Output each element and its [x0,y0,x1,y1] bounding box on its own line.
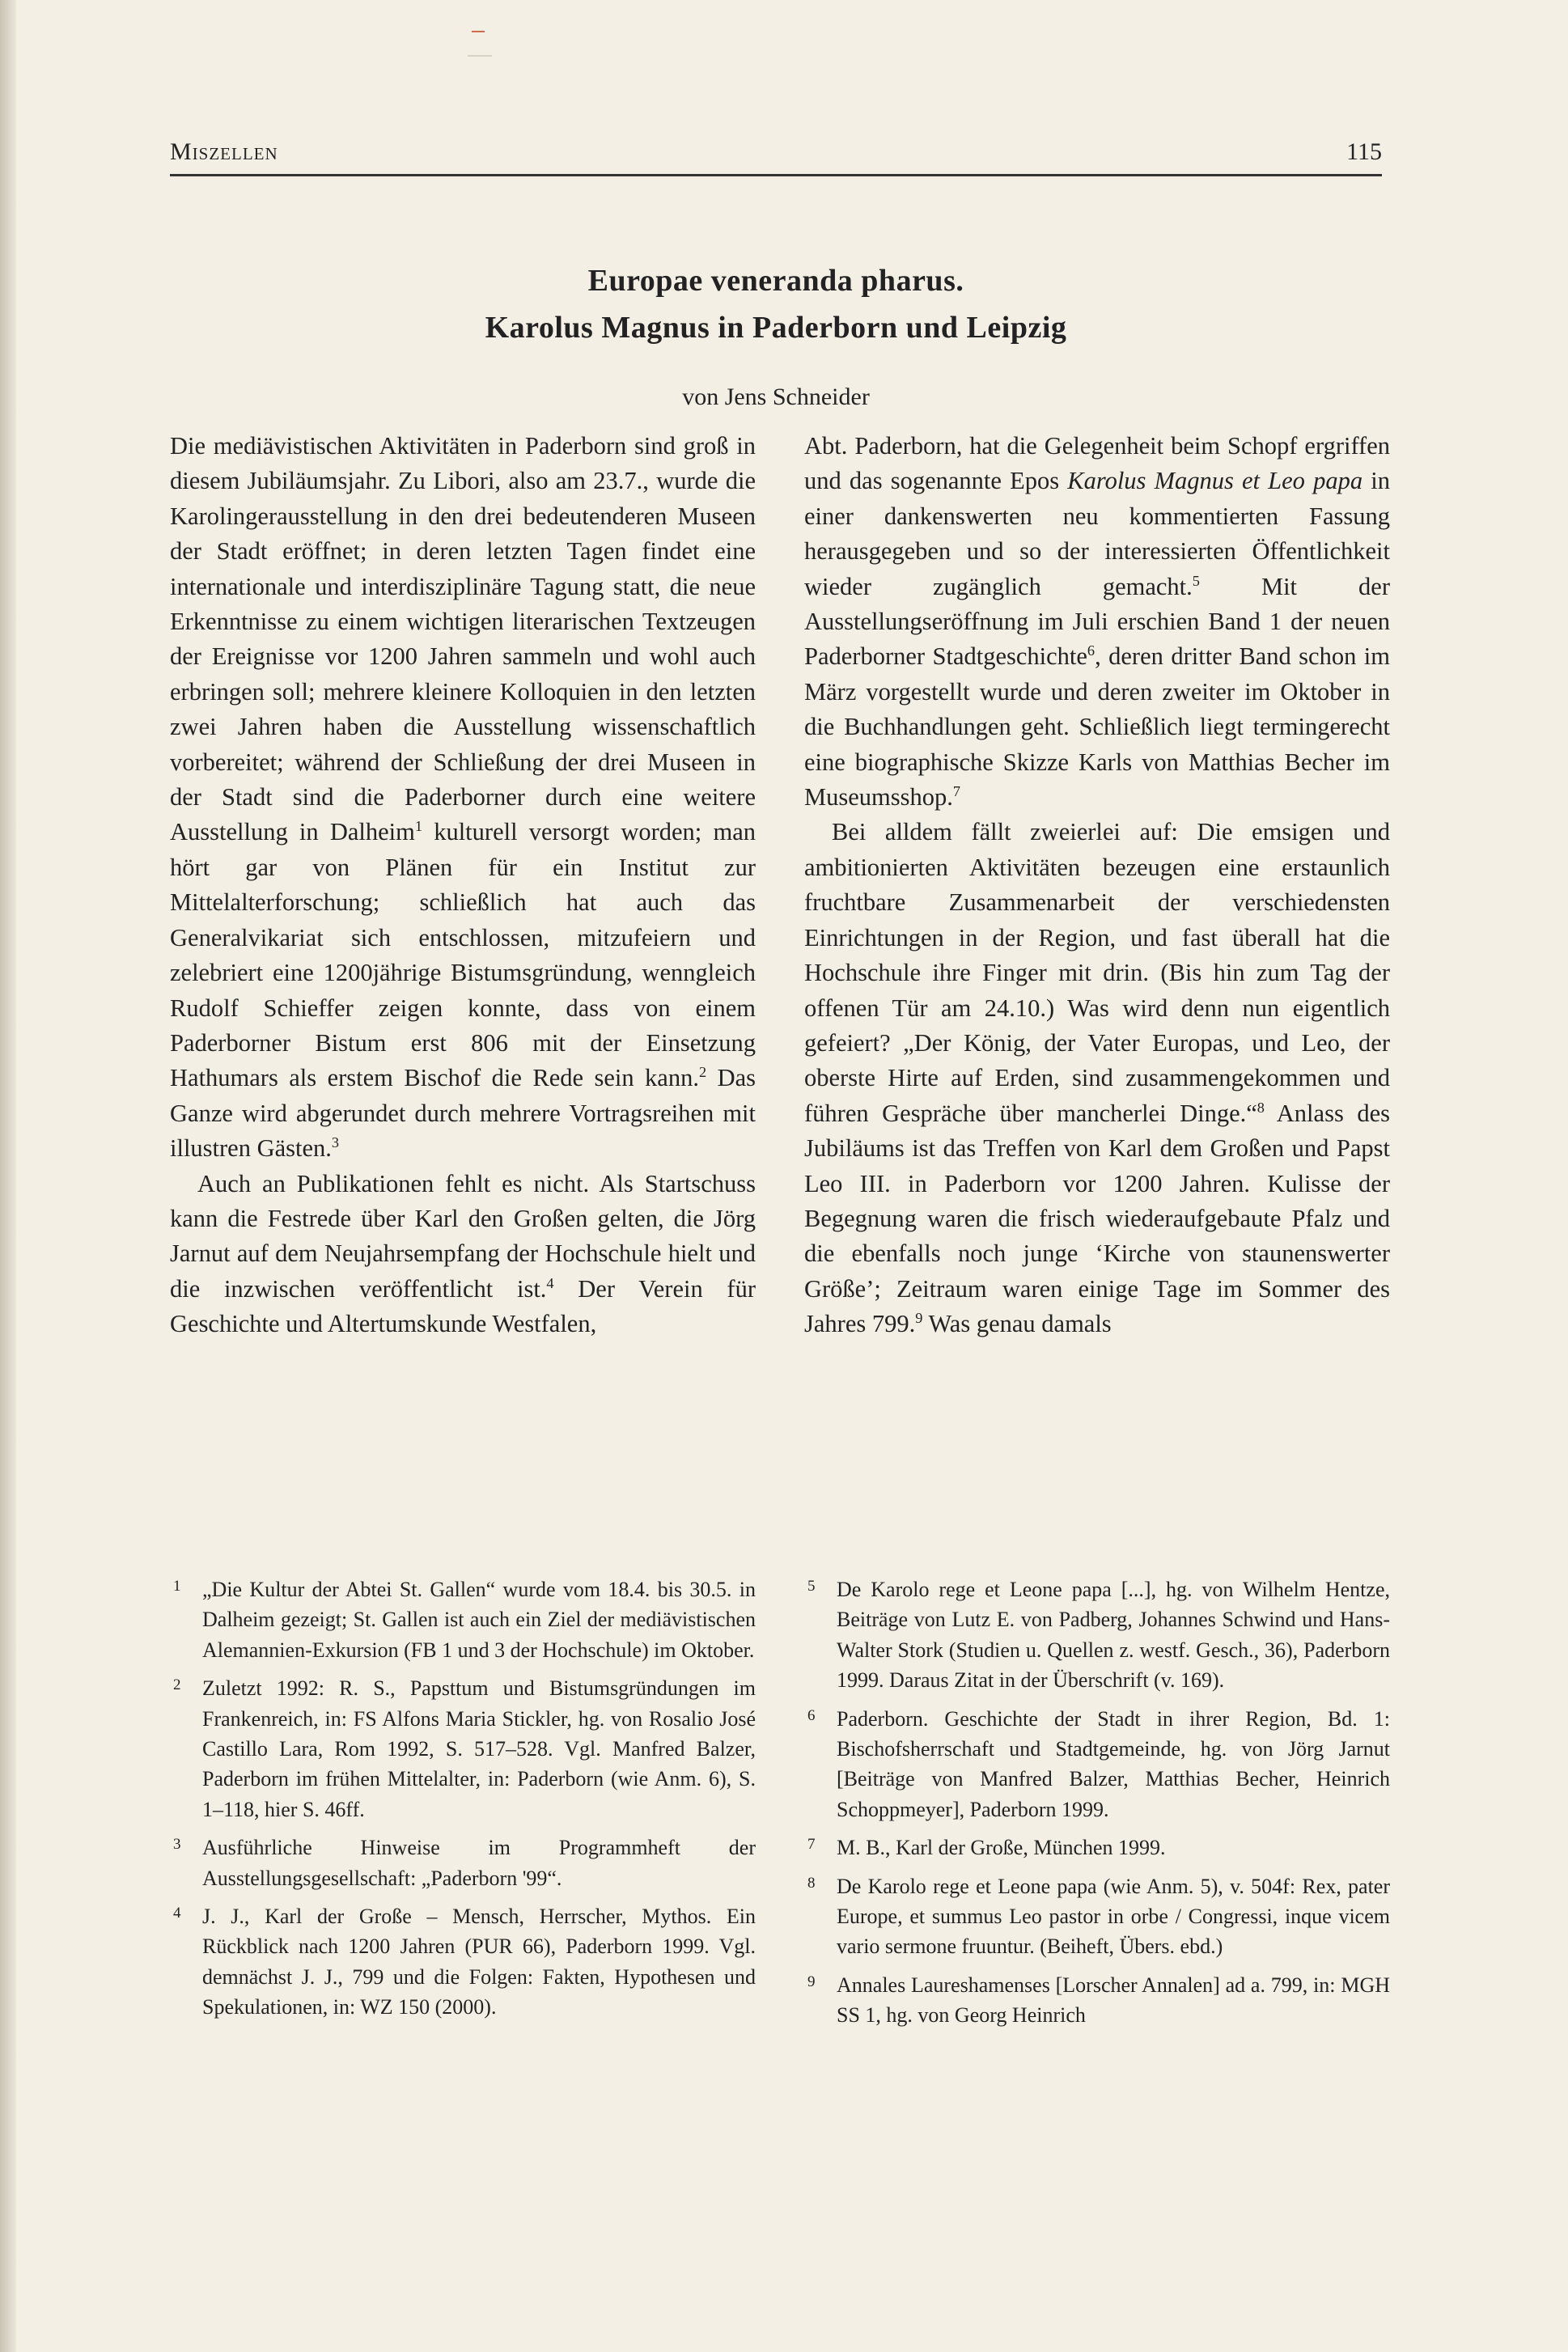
epos-title: Karolus Magnus et Leo papa [1067,467,1363,495]
footnote-ref[interactable]: 4 [546,1274,554,1291]
title-line-2: Karolus Magnus in Paderborn und Leipzig [485,311,1067,345]
footnote: 5 De Karolo rege et Leone papa [...], hg. von Wilhelm Hentze, Beiträge von Lutz E. von Padberg, Johannes Schwind und Hans-Walter Stork (Studien u. Quellen z. westf. Gesch., 36), Paderborn 1999. Daraus Zitat in der Überschrift (v. 169). [807,1578,1390,1693]
footnote-ref[interactable]: 3 [331,1134,340,1151]
paragraph: Auch an Publikationen fehlt es nicht. Als Startschuss kann die Festrede über Karl den Großen gelten, die Jörg Jarnut auf dem Neujahrsempfang der Hochschule hielt und die inzwischen veröffentlicht ist.$^4$ Der Verein für Geschichte und Altertumskunde Westfalen, [170,1169,756,1338]
footnote: 1 „Die Kultur der Abtei St. Gallen“ wurde vom 18.4. bis 30.5. in Dalheim gezeigt; St. Gallen ist auch ein Ziel der mediävistischen Alemannien-Exkursion (FB 1 und 3 der Hochschule) im Oktober. [173,1578,756,1662]
body-column-left [170,429,756,1342]
paragraph: Die mediävistischen Aktivitäten in Paderborn sind groß in diesem Jubiläumsjahr. Zu Libori, also am 23.7., wurde die Karolingerausstellung in den drei bedeutenderen Museen der Stadt eröffnet; in deren letzten Tagen findet eine internationale und interdisziplinäre Tagung statt, die neue Erkenntnisse zu einem wichtigen literarischen Textzeugen der Ereignisse vor 1200 Jahren sammeln und wohl auch erbringen soll; mehrere kleinere Kolloquien in den letzten zwei Jahren haben die Ausstellung wissenschaftlich vorbereitet; während der Schließung der drei Museen in der Stadt sind die Paderborner durch eine weitere Ausstellung in Dalheim$^1$ kulturell versorgt worden; man hört gar von Plänen für ein Institut zur Mittelalterforschung; schließlich hat auch das Generalvikariat sich entschlossen, mitzufeiern und zelebriert eine 1200jährige Bistumsgründung, wenngleich Rudolf Schieffer zeigen konnte, dass von einem Paderborner Bistum erst 806 mit der Einsetzung Hathumars als erstem Bischof die Rede sein kann.$^2$ Das Ganze wird abgerundet durch mehrere Vortragsreihen mit illustren Gästen.$^3$ [170,432,756,1163]
footnote: 6 Paderborn. Geschichte der Stadt in ihrer Region, Bd. 1: Bischofsherrschaft und Stadtgemeinde, hg. von Jörg Jarnut [Beiträge von Manfred Balzer, Matthias Becher, Heinrich Schoppmeyer], Paderborn 1999. [807,1706,1390,1821]
byline: von Jens Schneider [682,384,870,410]
footnote-ref[interactable]: 8 [1257,1099,1265,1116]
footnote: 9 Annales Laureshamenses [Lorscher Annalen] ad a. 799, in: MGH SS 1, hg. von Georg Heinrich [807,1973,1390,2028]
footnote-ref[interactable]: 6 [1087,642,1095,659]
footnote: 4 J. J., Karl der Große – Mensch, Herrscher, Mythos. Ein Rückblick nach 1200 Jahren (PUR 66), Paderborn 1999. Vgl. demnächst J. J., 799 und die Folgen: Fakten, Hypothesen und Spekulationen, in: WZ 150 (2000). [173,1905,756,2019]
footnote-ref[interactable]: 7 [952,782,961,799]
footnote-ref[interactable]: 2 [698,1064,707,1081]
footnotes-right [804,1574,1390,2039]
footnote: 3 Ausführliche Hinweise im Programmheft der Ausstellungsgesellschaft: „Paderborn '99“. [173,1836,756,1890]
footnote-ref[interactable]: 1 [414,818,423,835]
footnote: 2 Zuletzt 1992: R. S., Papsttum und Bistumsgründungen im Frankenreich, in: FS Alfons Maria Stickler, hg. von Rosalio José Castillo Lara, Rom 1992, S. 517–528. Vgl. Manfred Balzer, Paderborn im frühen Mittelalter, in: Paderborn (wie Anm. 6), S. 1–118, hier S. 46ff. [173,1676,756,1821]
footnote-ref[interactable]: 5 [1192,572,1200,589]
body-column-right [804,429,1390,1342]
footnotes-left [170,1574,756,2031]
page-number: 115 [1346,138,1382,165]
title-line-1: Europae veneranda pharus. [587,264,964,298]
page-header [170,133,1382,176]
running-head: Miszellen [170,138,278,165]
footnote: 8 De Karolo rege et Leone papa (wie Anm. 5), v. 504f: Rex, pater Europe, et summus Leo pastor in orbe / Congressi, inque vicem vario sermone fruuntur. (Beiheft, Übers. ebd.) [807,1874,1390,1959]
footnote: 7 M. B., Karl der Große, München 1999. [807,1836,1166,1860]
paragraph: Abt. Paderborn, hat die Gelegenheit beim Schopf ergriffen und das sogenannte Epos Karolus Magnus et Leo papa in einer dankenswerten neu kommentierten Fassung herausgegeben und so der interessierten Öffentlichkeit wieder zugänglich gemacht.$^5$ Mit der Ausstellungseröffnung im Juli erschien Band 1 der neuen Paderborner Stadtgeschichte$^6$, deren dritter Band schon im März vorgestellt wurde und deren zweiter im Oktober in die Buchhandlungen geht. Schließlich liegt termingerecht eine biographische Skizze Karls von Matthias Becher im Museumsshop.$^7$ [804,432,1390,812]
page-edge [0,0,16,2352]
article-title [170,257,1382,351]
paragraph: Bei alldem fällt zweierlei auf: Die emsigen und ambitionierten Aktivitäten bezeugen eine erstaunlich fruchtbare Zusammenarbeit der verschiedensten Einrichtungen in der Region, und fast überall hat die Hochschule ihre Finger mit drin. (Bis hin zum Tag der offenen Tür am 24.10.) Was wird denn nun eigentlich gefeiert? „Der König, der Vater Europas, und Leo, der oberste Hirte auf Erden, sind zusammengekommen und führen Gespräche über mancherlei Dinge.“$^8$ Anlass des Jubiläums ist das Treffen von Karl dem Großen und Papst Leo III. in Paderborn vor 1200 Jahren. Kulisse der Begegnung waren die frisch wiederaufgebaute Pfalz und die ebenfalls noch junge ‘Kirche von staunenswerter Größe’; Zeitraum waren einige Tage im Sommer des Jahres 799.$^9$ Was genau damals [804,818,1390,1338]
footnote-ref[interactable]: 9 [915,1310,923,1326]
print-mark-gray [468,55,492,57]
print-mark [472,31,485,32]
